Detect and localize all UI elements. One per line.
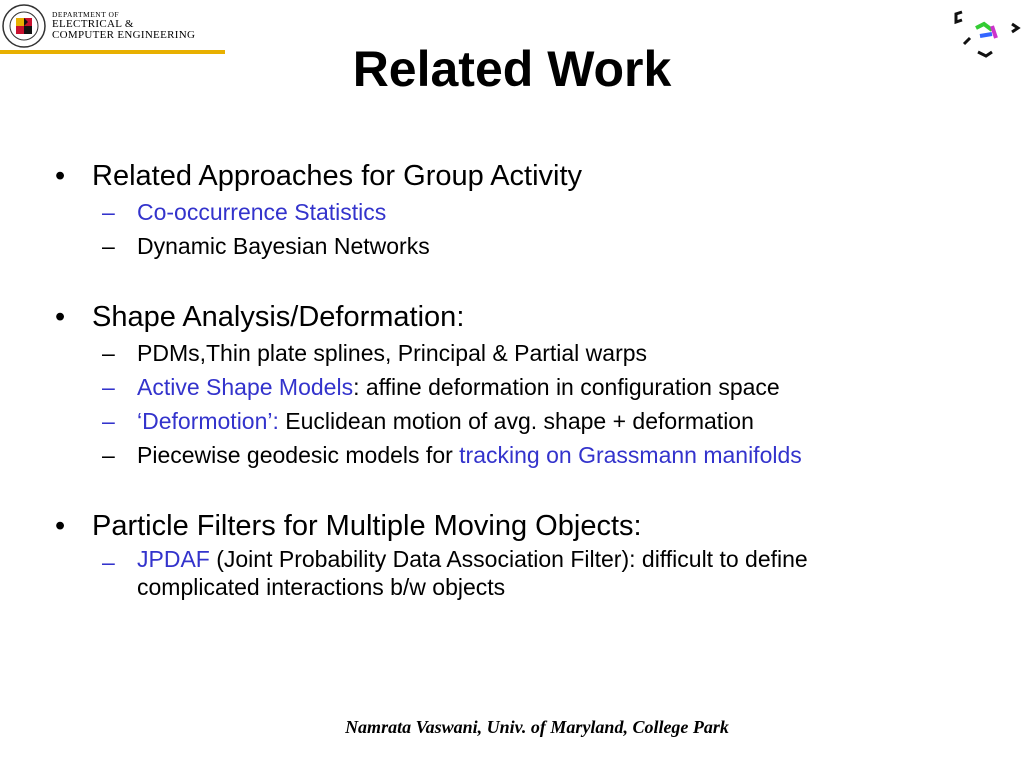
dept-line-3: COMPUTER ENGINEERING [52,28,196,41]
dept-line-2: ELECTRICAL & [52,17,134,30]
spacer [55,263,1015,301]
dash-icon: – [102,374,115,400]
dash-icon: – [102,233,115,259]
sub-item-text: Euclidean motion of avg. shape + deformation [278,408,754,434]
sub-item-line-2: complicated interactions b/w objects [137,574,506,600]
bullet-particle-filters [55,510,1015,543]
sub-item-text: Piecewise geodesic models for [137,442,460,468]
slide-title: Related Work [352,41,672,97]
bullet-icon: • [55,160,66,192]
bullet-group-activity [55,160,1015,193]
sub-item-text: (Joint Probability Data Association Filter): difficult to define [209,546,808,572]
dash-icon: – [102,442,115,468]
sub-item [55,195,1015,229]
link-grassmann-tracking[interactable]: tracking on Grassmann manifolds [459,442,802,468]
dash-icon: – [102,549,115,575]
bullet-text: Particle Filters for Multiple Moving Objects: [92,510,642,542]
sub-item-line-1 [137,545,1015,573]
sub-item [55,336,1015,370]
dash-icon: – [102,199,115,225]
link-co-occurrence[interactable]: Co-occurrence Statistics [137,199,387,225]
dept-line-1: DEPARTMENT OF [52,10,120,20]
slide-footer: Namrata Vaswani, Univ. of Maryland, College Park [345,717,729,737]
sub-item [55,370,1015,404]
sub-item [55,545,1015,601]
link-jpdaf[interactable]: JPDAF [137,546,210,572]
department-name [52,11,195,41]
bullet-icon: • [55,510,66,542]
sub-item-text: Dynamic Bayesian Networks [137,233,430,259]
sub-item [55,404,1015,438]
bullet-shape-analysis [55,301,1015,334]
sub-item-text: PDMs,Thin plate splines, Principal & Partial warps [137,340,648,366]
bullet-icon: • [55,301,66,333]
link-active-shape-models[interactable]: Active Shape Models [137,374,354,400]
dash-icon: – [102,340,115,366]
slide-body [55,160,1015,601]
spacer [55,472,1015,510]
bullet-text: Related Approaches for Group Activity [92,160,583,192]
sub-item-text: : affine deformation in configuration space [353,374,780,400]
sub-item [55,229,1015,263]
sub-item [55,438,1015,472]
bullet-text: Shape Analysis/Deformation: [92,301,465,333]
link-deformotion[interactable]: ‘Deformotion’: [137,408,279,434]
dash-icon: – [102,408,115,434]
